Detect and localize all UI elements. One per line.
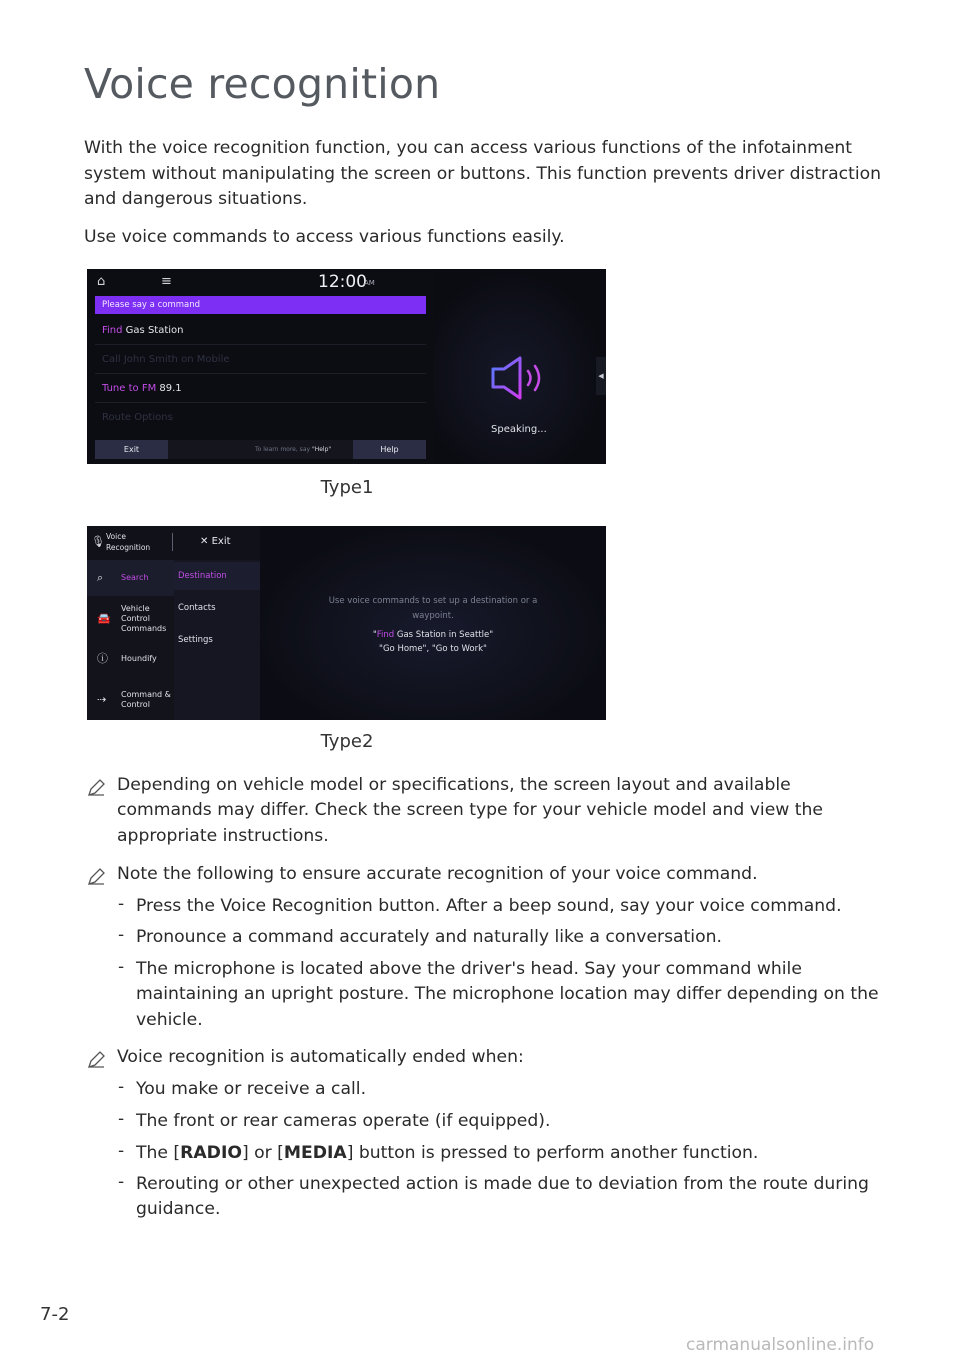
exit-button[interactable] [200,536,231,547]
command-text: Route Options [102,412,173,423]
collapse-tab-icon[interactable]: ◀ [596,357,606,395]
car-icon: 🚘 [97,612,111,625]
help-hint-text: To learn more, say [255,446,311,453]
voice-prompt: Please say a command [95,296,426,314]
type1-caption: Type1 [320,477,374,498]
help-hint [255,440,331,459]
label-line: Vehicle [121,604,150,613]
divider [172,533,173,551]
help-button[interactable]: Help [353,440,426,459]
pencil-icon [86,867,106,887]
list-item: Press the Voice Recognition button. After a beep sound, say your voice command. [136,896,842,916]
exit-label: Exit [211,536,231,547]
list-item: The front or rear cameras operate (if equipped). [136,1111,551,1131]
search-icon: ⌕ [97,571,104,584]
example-text: Gas Station in Seattle" [394,630,494,640]
sidebar-item-vehicle-control[interactable] [87,596,174,642]
label-line: Control [121,614,150,623]
guide-line: waypoint. [412,611,454,621]
command-row[interactable] [95,404,426,432]
media-button-label: MEDIA [283,1143,347,1163]
guide-panel [260,526,606,720]
submenu-item-destination[interactable]: Destination [174,562,260,590]
text-part: The [ [136,1143,181,1163]
pencil-icon [86,778,106,798]
speaker-icon [490,355,554,401]
page-title: Voice recognition [84,60,441,108]
type1-bottom-bar [95,440,426,459]
guide-line: Use voice commands to set up a destination or a [328,596,538,606]
submenu-item-settings[interactable]: Settings [178,635,213,645]
dash-bullet: - [118,1109,125,1129]
command-row[interactable] [95,375,426,403]
sidebar-item-command-control[interactable] [87,681,174,719]
menu-icon[interactable]: ≡ [161,274,172,289]
command-keyword: Tune to FM [102,383,157,394]
clock-ampm: AM [364,279,375,287]
label-line: Commands [121,624,167,633]
example-line: "Go Home", "Go to Work" [379,644,487,654]
dash-bullet: - [118,925,125,945]
dash-bullet: - [118,957,125,977]
list-item: Pronounce a command accurately and naturally like a conversation. [136,927,722,947]
list-item [136,1141,880,1166]
note-text: Note the following to ensure accurate recognition of your voice command. [117,864,758,884]
sidebar-item-label [121,604,166,634]
quote: " [372,630,377,640]
watermark: carmanualsonline.info [686,1335,875,1355]
label-line: Command & [121,690,171,699]
type2-caption: Type2 [320,731,374,752]
text-part: ] or [ [241,1143,284,1163]
speaking-status: Speaking... [491,424,547,435]
sidebar-item-search[interactable] [87,560,174,596]
type2-screen [87,526,606,720]
dash-bullet: - [118,1172,125,1192]
label-line: Control [121,700,150,709]
type1-screen [87,269,606,464]
dash-bullet: - [118,1141,125,1161]
text-part: ] button is pressed to perform another function. [346,1143,759,1163]
help-hint-word: "Help" [311,446,332,453]
note-text: Depending on vehicle model or specifications, the screen layout and available commands may differ. Check the screen type for your vehicle model and view the appropriate instructions. [117,775,824,846]
close-icon: ✕ [200,536,209,547]
dash-bullet: - [118,894,125,914]
intro-paragraph: With the voice recognition function, you can access various functions of the infotainment system without manipulating the screen or buttons. This function prevents driver distraction and dangerous situations. [84,138,882,209]
home-icon[interactable]: ⌂ [97,274,106,289]
list-item: Rerouting or other unexpected action is made due to deviation from the route during guidance. [136,1174,869,1220]
arrow-right-icon: ⇢ [97,693,107,706]
title-line: Voice [106,532,126,541]
sidebar-item-houndify[interactable] [87,642,174,676]
microphone-icon: 🎙 [91,535,105,548]
submenu [174,560,260,720]
example-commands [260,628,606,656]
clock: 12:00 [318,272,367,292]
list-item: You make or receive a call. [136,1079,367,1099]
intro-paragraph-2: Use voice commands to access various functions easily. [84,227,565,247]
type2-header [87,526,260,560]
page-number: 7-2 [40,1304,70,1325]
command-keyword: Find [102,325,123,336]
command-text: Call John Smith on Mobile [102,354,230,365]
guide-text [260,594,606,624]
command-text: Gas Station [122,325,184,336]
submenu-item-contacts[interactable]: Contacts [178,603,216,613]
sidebar-item-label [121,690,171,710]
command-text: 89.1 [156,383,182,394]
list-item: The microphone is located above the driver's head. Say your command while maintaining an upright posture. The microphone location may differ depending on the vehicle. [136,959,879,1030]
pencil-icon [86,1050,106,1070]
exit-button[interactable]: Exit [95,440,168,459]
category-sidebar [87,560,174,720]
voice-recognition-title [106,531,150,553]
dash-bullet: - [118,1077,125,1097]
title-line: Recognition [106,543,151,552]
note-text: Voice recognition is automatically ended when: [117,1047,524,1067]
houndify-icon: ⓘ [97,652,108,665]
sidebar-item-label: Houndify [121,654,157,663]
command-row[interactable] [95,346,426,374]
example-line [260,628,606,642]
radio-button-label: RADIO [180,1143,242,1163]
command-row[interactable] [95,317,426,345]
example-keyword: Find [376,630,395,640]
sidebar-item-label: Search [121,573,149,582]
